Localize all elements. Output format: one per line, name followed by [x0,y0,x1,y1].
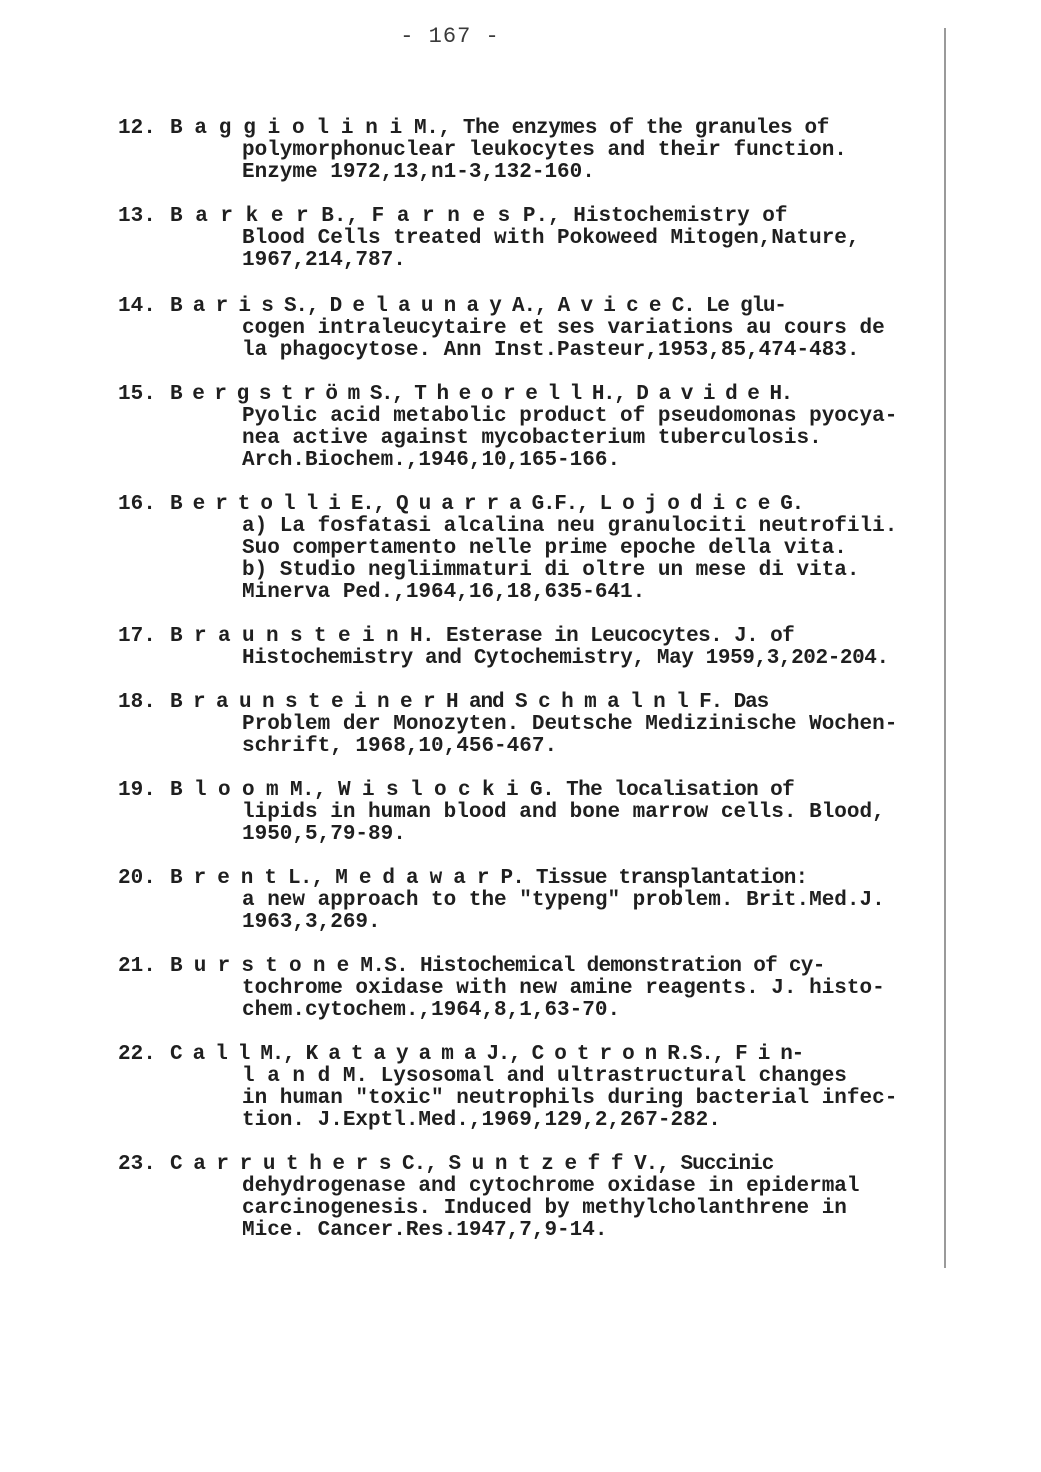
reference-number: 22. [118,1043,156,1066]
reference-line: B r a u n s t e i n e r H and S c h m a l n l F. Das [170,691,769,714]
reference-line: Problem der Monozyten. Deutsche Medizinische Wochen- [242,713,898,736]
reference-list [118,118,948,1266]
reference-line: B a g g i o l i n i M., The enzymes of the granules of [170,117,829,140]
reference-line: Blood Cells treated with Pokoweed Mitogen,Nature, [242,227,860,250]
reference-number: 15. [118,383,156,406]
reference-line: B r e n t L., M e d a w a r P. Tissue transplantation: [170,867,808,890]
reference-item [118,780,948,846]
reference-item [118,692,948,758]
reference-line: Pyolic acid metabolic product of pseudomonas pyocya- [242,405,898,428]
reference-line: B l o o m M., W i s l o c k i G. The localisation of [170,779,795,802]
reference-line: l a n d M. Lysosomal and ultrastructural changes [242,1065,847,1088]
reference-line: b) Studio negliimmaturi di oltre un mese di vita. [242,559,860,582]
reference-line: B r a u n s t e i n H. Esterase in Leucocytes. J. of [170,625,795,648]
reference-line: B e r g s t r ö m S., T h e o r e l l H., D a v i d e H. [170,383,792,406]
reference-line: in human "toxic" neutrophils during bacterial infec- [242,1087,898,1110]
reference-line: Minerva Ped.,1964,16,18,635-641. [242,581,646,604]
reference-line: tion. J.Exptl.Med.,1969,129,2,267-282. [242,1109,721,1132]
reference-line: lipids in human blood and bone marrow cells. Blood, [242,801,885,824]
reference-line: Mice. Cancer.Res.1947,7,9-14. [242,1219,608,1242]
reference-line: nea active against mycobacterium tuberculosis. [242,427,822,450]
reference-item [118,296,948,362]
reference-number: 18. [118,691,156,714]
reference-line: Enzyme 1972,13,n1-3,132-160. [242,161,595,184]
reference-line: tochrome oxidase with new amine reagents. J. histo- [242,977,885,1000]
reference-number: 13. [118,205,156,228]
reference-number: 17. [118,625,156,648]
reference-line: dehydrogenase and cytochrome oxidase in epidermal [242,1175,860,1198]
reference-line: Histochemistry and Cytochemistry, May 1959,3,202-204. [242,647,889,670]
reference-line: a new approach to the "typeng" problem. Brit.Med.J. [242,889,885,912]
reference-number: 19. [118,779,156,802]
reference-line: polymorphonuclear leukocytes and their function. [242,139,847,162]
reference-number: 23. [118,1153,156,1176]
reference-line: B a r k e r B., F a r n e s P., Histochemistry of [170,205,788,228]
reference-item [118,956,948,1022]
reference-number: 14. [118,295,156,318]
reference-line: B u r s t o n e M.S. Histochemical demonstration of cy- [170,955,825,978]
reference-line: Arch.Biochem.,1946,10,165-166. [242,449,621,472]
reference-item [118,1044,948,1132]
reference-number: 16. [118,493,156,516]
reference-item [118,868,948,934]
reference-number: 12. [118,117,156,140]
reference-line: 1967,214,787. [242,249,406,272]
reference-line: cogen intraleucytaire et ses variations au cours de [242,317,885,340]
reference-number: 20. [118,867,156,890]
reference-line: la phagocytose. Ann Inst.Pasteur,1953,85,474-483. [242,339,860,362]
reference-item [118,494,948,604]
reference-line: carcinogenesis. Induced by methylcholanthrene in [242,1197,847,1220]
reference-item [118,384,948,472]
reference-item [118,206,948,272]
reference-line: schrift, 1968,10,456-467. [242,735,558,758]
reference-number: 21. [118,955,156,978]
reference-line: C a r r u t h e r s C., S u n t z e f f V., Succinic [170,1153,774,1176]
reference-item [118,626,948,670]
reference-line: 1950,5,79-89. [242,823,406,846]
reference-line: C a l l M., K a t a y a m a J., C o t r o n R.S., F i n- [170,1043,803,1066]
page-number: - 167 - [400,24,500,49]
reference-item [118,1154,948,1242]
reference-line: chem.cytochem.,1964,8,1,63-70. [242,999,621,1022]
reference-line: a) La fosfatasi alcalina neu granulociti neutrofili. [242,515,898,538]
reference-line: 1963,3,269. [242,911,381,934]
reference-item [118,118,948,184]
reference-line: Suo compertamento nelle prime epoche della vita. [242,537,847,560]
reference-line: B a r i s S., D e l a u n a y A., A v i c e C. Le glu- [170,295,786,318]
reference-line: B e r t o l l i E., Q u a r r a G.F., L o j o d i c e G. [170,493,803,516]
